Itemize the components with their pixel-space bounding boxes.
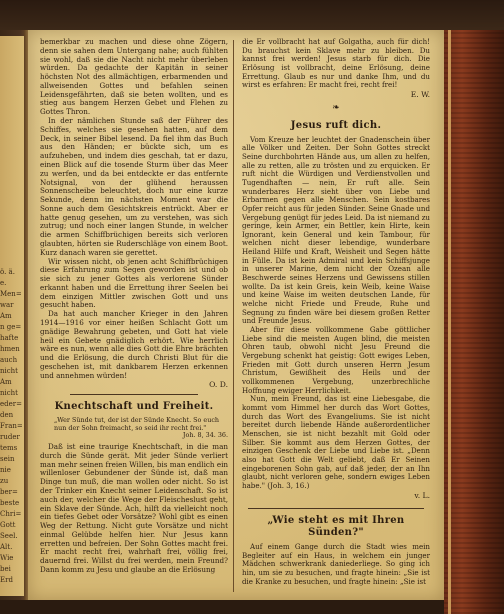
adjacent-page-fragment: nie [0, 466, 11, 474]
adjacent-page-fragment: bei [0, 565, 11, 573]
adjacent-page-fragment: tems [0, 444, 18, 452]
adjacent-page-fragment: war [0, 301, 14, 309]
adjacent-page-fragment: Erd [0, 576, 13, 584]
left-column [40, 38, 228, 575]
fleuron-ornament-icon: ❧ [332, 102, 340, 113]
adjacent-page-fragment: e. [0, 279, 7, 287]
section-rule [70, 394, 198, 395]
adjacent-page-fragment: Am [0, 312, 12, 320]
adjacent-page-fragment: Seel. [0, 532, 18, 540]
adjacent-page-fragment: Wie [0, 554, 14, 562]
adjacent-page-fragment: den [0, 411, 14, 419]
paragraph: Da hat auch mancher Krieger in den Jahren 1914—1916 vor einer heißen Schlacht Gott um gnädige Bewahrung gebeten, und Gott hat viele heil ein Gebete gnädiglich erhört. Wie herrlich wäre es nun, wenn alle dies Gott die Ehre brächten und die Erlösung, die durch Christi Blut für die geschehen ist, mit dankbarem Herzen erkennen und annehmen würden! [40, 309, 228, 380]
author-initials: O. D. [209, 380, 228, 390]
adjacent-page-fragment: nicht [0, 389, 18, 397]
adjacent-page-fragment: Chri= [0, 510, 22, 518]
adjacent-page-fragment: nicht [0, 367, 18, 375]
paragraph: Auf einem Gange durch die Stadt wies mein Begleiter auf ein Haus, in welchem ein junger Mädchen schwerkrank daniederliege. So ging ich hin, um sie zu besuchen, und fragte hinein: „Sie ist die Kranke zu besuchen, und fragte hinein: „Sie ist [242, 542, 430, 586]
adjacent-page-fragment: eder= [0, 400, 22, 408]
paragraph: Nun, mein Freund, das ist eine Liebesgabe, die kommt vom Himmel her durch das Wort Gottes, durch das Wort des Evangeliums. Sie ist nicht bereitet durch liebende Hände außerordentlicher Menschen, sie ist nicht bezahlt mit Gold oder Silber. Sie kommt aus dem Herzen Gottes, der einzigen Geschenk der Liebe und Liebe ist. „Denn also hat Gott die Welt geliebt, daß Er Seinen eingeborenen Sohn gab, auf daß jeder, der an Ihn glaubt, nicht verloren gehe, sondern ewiges Leben habe." (Joh. 3, 16.) [242, 394, 430, 490]
adjacent-page-fragment: Am [0, 378, 12, 386]
article-heading: „Wie steht es mit Ihren Sünden?" [267, 515, 405, 539]
adjacent-page-fragment: hafte [0, 334, 19, 342]
cover-stripe [448, 30, 451, 614]
right-column [242, 38, 430, 586]
article-heading: Knechtschaft und Freiheit. [54, 401, 214, 413]
adjacent-page-fragment: beste [0, 499, 20, 507]
top-shadow [0, 0, 504, 30]
paragraph: Vom Kreuze her leuchtet der Gnadenschein über alle Völker und Zeiten. Der Sohn Gottes streckt Seine durchbohrten Hände aus, um allen zu helfen, alle zu retten, alle zu trösten und zu erquicken. Er ruft nicht die Würdigen und Verdienstvollen und Tugendhaften — nein, Er ruft alle. Sein wunderbares Herz sieht über von Liebe und Erbarmen gegen alle Menschen. Sein kostbares Opfer reicht aus für jeden Sünder. Seine Gnade und Vergebung genügt für jedes Leid. Da ist niemand zu geringe, kein Armer, ein Bettler, kein Hirte, kein Ignorant, kein General und kein Tambour, für welchen nicht dieser lebendige, wunderbare Heiland Hilfe und Kraft, Weisheit und Segen hätte in Fülle. Da ist kein Admiral und kein Schiffsjunge in unserer Marine, dem nicht der Ozean alle Beschwerde seines Herzens und Gewissens stillen wollte. Da ist kein Greis, kein Weib, keine Waise und keine Waise im weiten deutschen Lande, für welche nicht Friede und Freude, Ruhe und Segnung zu finden wäre bei diesem großen Retter und Freunde Jesus. [242, 134, 430, 326]
adjacent-page-fragment: ö. ä. [0, 268, 15, 276]
adjacent-page-fragment: n ge= [0, 323, 22, 331]
adjacent-page-fragment: Men= [0, 290, 22, 298]
adjacent-page-fragment: hmen [0, 345, 20, 353]
author-initials: v. L. [414, 490, 430, 500]
paragraph: Aber für diese vollkommene Gabe göttlicher Liebe sind die meisten Augen blind, die meisten Ohren taub, obwohl nicht Jesu Freund die Vergebung schenkt hat geistig: Gott ewiges Leben, Frieden mit Gott durch unseren Herrn Jesum Christum, Gewißheit des Heils und der vollkommenen Vergebung, unzerbrechliche Hoffnung ewiger Herrlichkeit. [242, 325, 430, 395]
adjacent-page-fragment: zu [0, 477, 9, 485]
bible-reference: Joh. 8, 34. 36. [182, 431, 228, 440]
book-page [28, 30, 444, 600]
adjacent-page-strip [0, 36, 24, 596]
paragraph: die Er vollbracht hat auf Golgatha, auch für dich! Du brauchst kein Sklave mehr zu bleiben. Du kannst frei werden! Jesus starb für dich. Die Erlösung ist vollbracht, deine Erlösung, deine Errettung. Glaub es nur und danke Ihm, und du wirst es erfahren: Er macht frei, recht frei! [242, 37, 430, 90]
adjacent-page-fragment: Gott [0, 521, 16, 529]
adjacent-page-fragment: ruder [0, 433, 20, 441]
adjacent-page-fragment: auch [0, 356, 18, 364]
paragraph: Daß ist eine traurige Knechtschaft, in die man durch die Sünde gerät. Mit jeder Sünde verliert man mehr seinen freien Willen, bis man endlich ein willenloser Gebundener der Sünde ist, daß man Dinge tun muß, die man wollen oder nicht. So ist der Trinker ein Knecht seiner Leidenschaft. So ist auch der, welcher die Wege der Fleischeslust geht, ein Sklave der Sünde. Ach, hilft da vielleicht noch ein tiefes Gebet oder Vorsätze? Wohl gibt es einen Weg der Rettung. Nicht gute Vorsätze und nicht einmal Gelübde helfen hier. Nur Jesus kann erretten und befreien. Der Sohn Gottes macht frei. Er macht recht frei, wahrhaft frei, völlig frei, dauernd frei. Willst du frei werden, mein Freund? Dann komm zu Jesu und glaube an die Erlösung [40, 442, 228, 574]
bottom-shadow [0, 600, 444, 614]
adjacent-page-fragment: Fran= [0, 422, 23, 430]
adjacent-page-fragment: Alt. [0, 543, 13, 551]
adjacent-page-fragment: sein [0, 455, 15, 463]
bible-motto: „Wer Sünde tut, der ist der Sünde Knecht. So euch nun der Sohn freimacht, so seid ihr recht frei." [54, 416, 220, 432]
paragraph: In der nämlichen Stunde saß der Führer des Schiffes, welches sie gesehen hatten, auf dem Deck, in seiner Bibel lesend. Da fiel ihm das Buch aus den Händen; er bückte sich, um es aufzuheben, und indem dies geschah, tat er dazu, einen Blick auf die tosende Sturm über das Meer zu werfen, und da bei entdeckte er das entfernte Notsignal, von der glühend heraussen Sonnenscheibe beleuchtet, doch nur eine kurze Sekunde, denn im nächsten Moment war die Sonne auch dem Gesichtskreis entrückt. Aber er hatte genug gesehen, um zu verstehen, was sich zutrug; und noch einer langen Stunde, in welcher die armen Schiffbrüchigen bereits sich verloren glaubten, hörten sie Ruderschläge von einem Boot. Kurz danach waren sie gerettet. [40, 116, 228, 257]
paragraph: Wir wissen nicht, ob jenen acht Schiffbrüchigen diese Erfahrung zum Segen geworden ist und ob sie sich zu jener Gottes als verlorene Sünder erkannt haben und die Errettung ihrer Seelen bei dem einzigen Mittler zwischen Gott und uns gesucht haben. [40, 256, 228, 310]
book-cover-edge [444, 30, 504, 614]
paragraph: bemerkbar zu machen und diese ohne Zögern, denn sie sahen dem Untergang nahe; auch fühlten sie wohl, daß sie die Nacht nicht mehr überleben würden. Da gedachte der Kapitän in seiner höchsten Not des allmächtigen, erbarmenden und allweisenden Gottes und befahlen seinen Leidensgefährten, daß sie beten wollten, und es stieg aus bangem Herzen Gebet und Flehen zu Gottes Thron. [40, 37, 228, 117]
column-divider [233, 40, 234, 592]
section-rule [248, 508, 424, 509]
adjacent-page-fragment: ber= [0, 488, 18, 496]
author-initials: E. W. [410, 89, 430, 99]
article-heading: Jesus ruft dich. [290, 119, 382, 131]
